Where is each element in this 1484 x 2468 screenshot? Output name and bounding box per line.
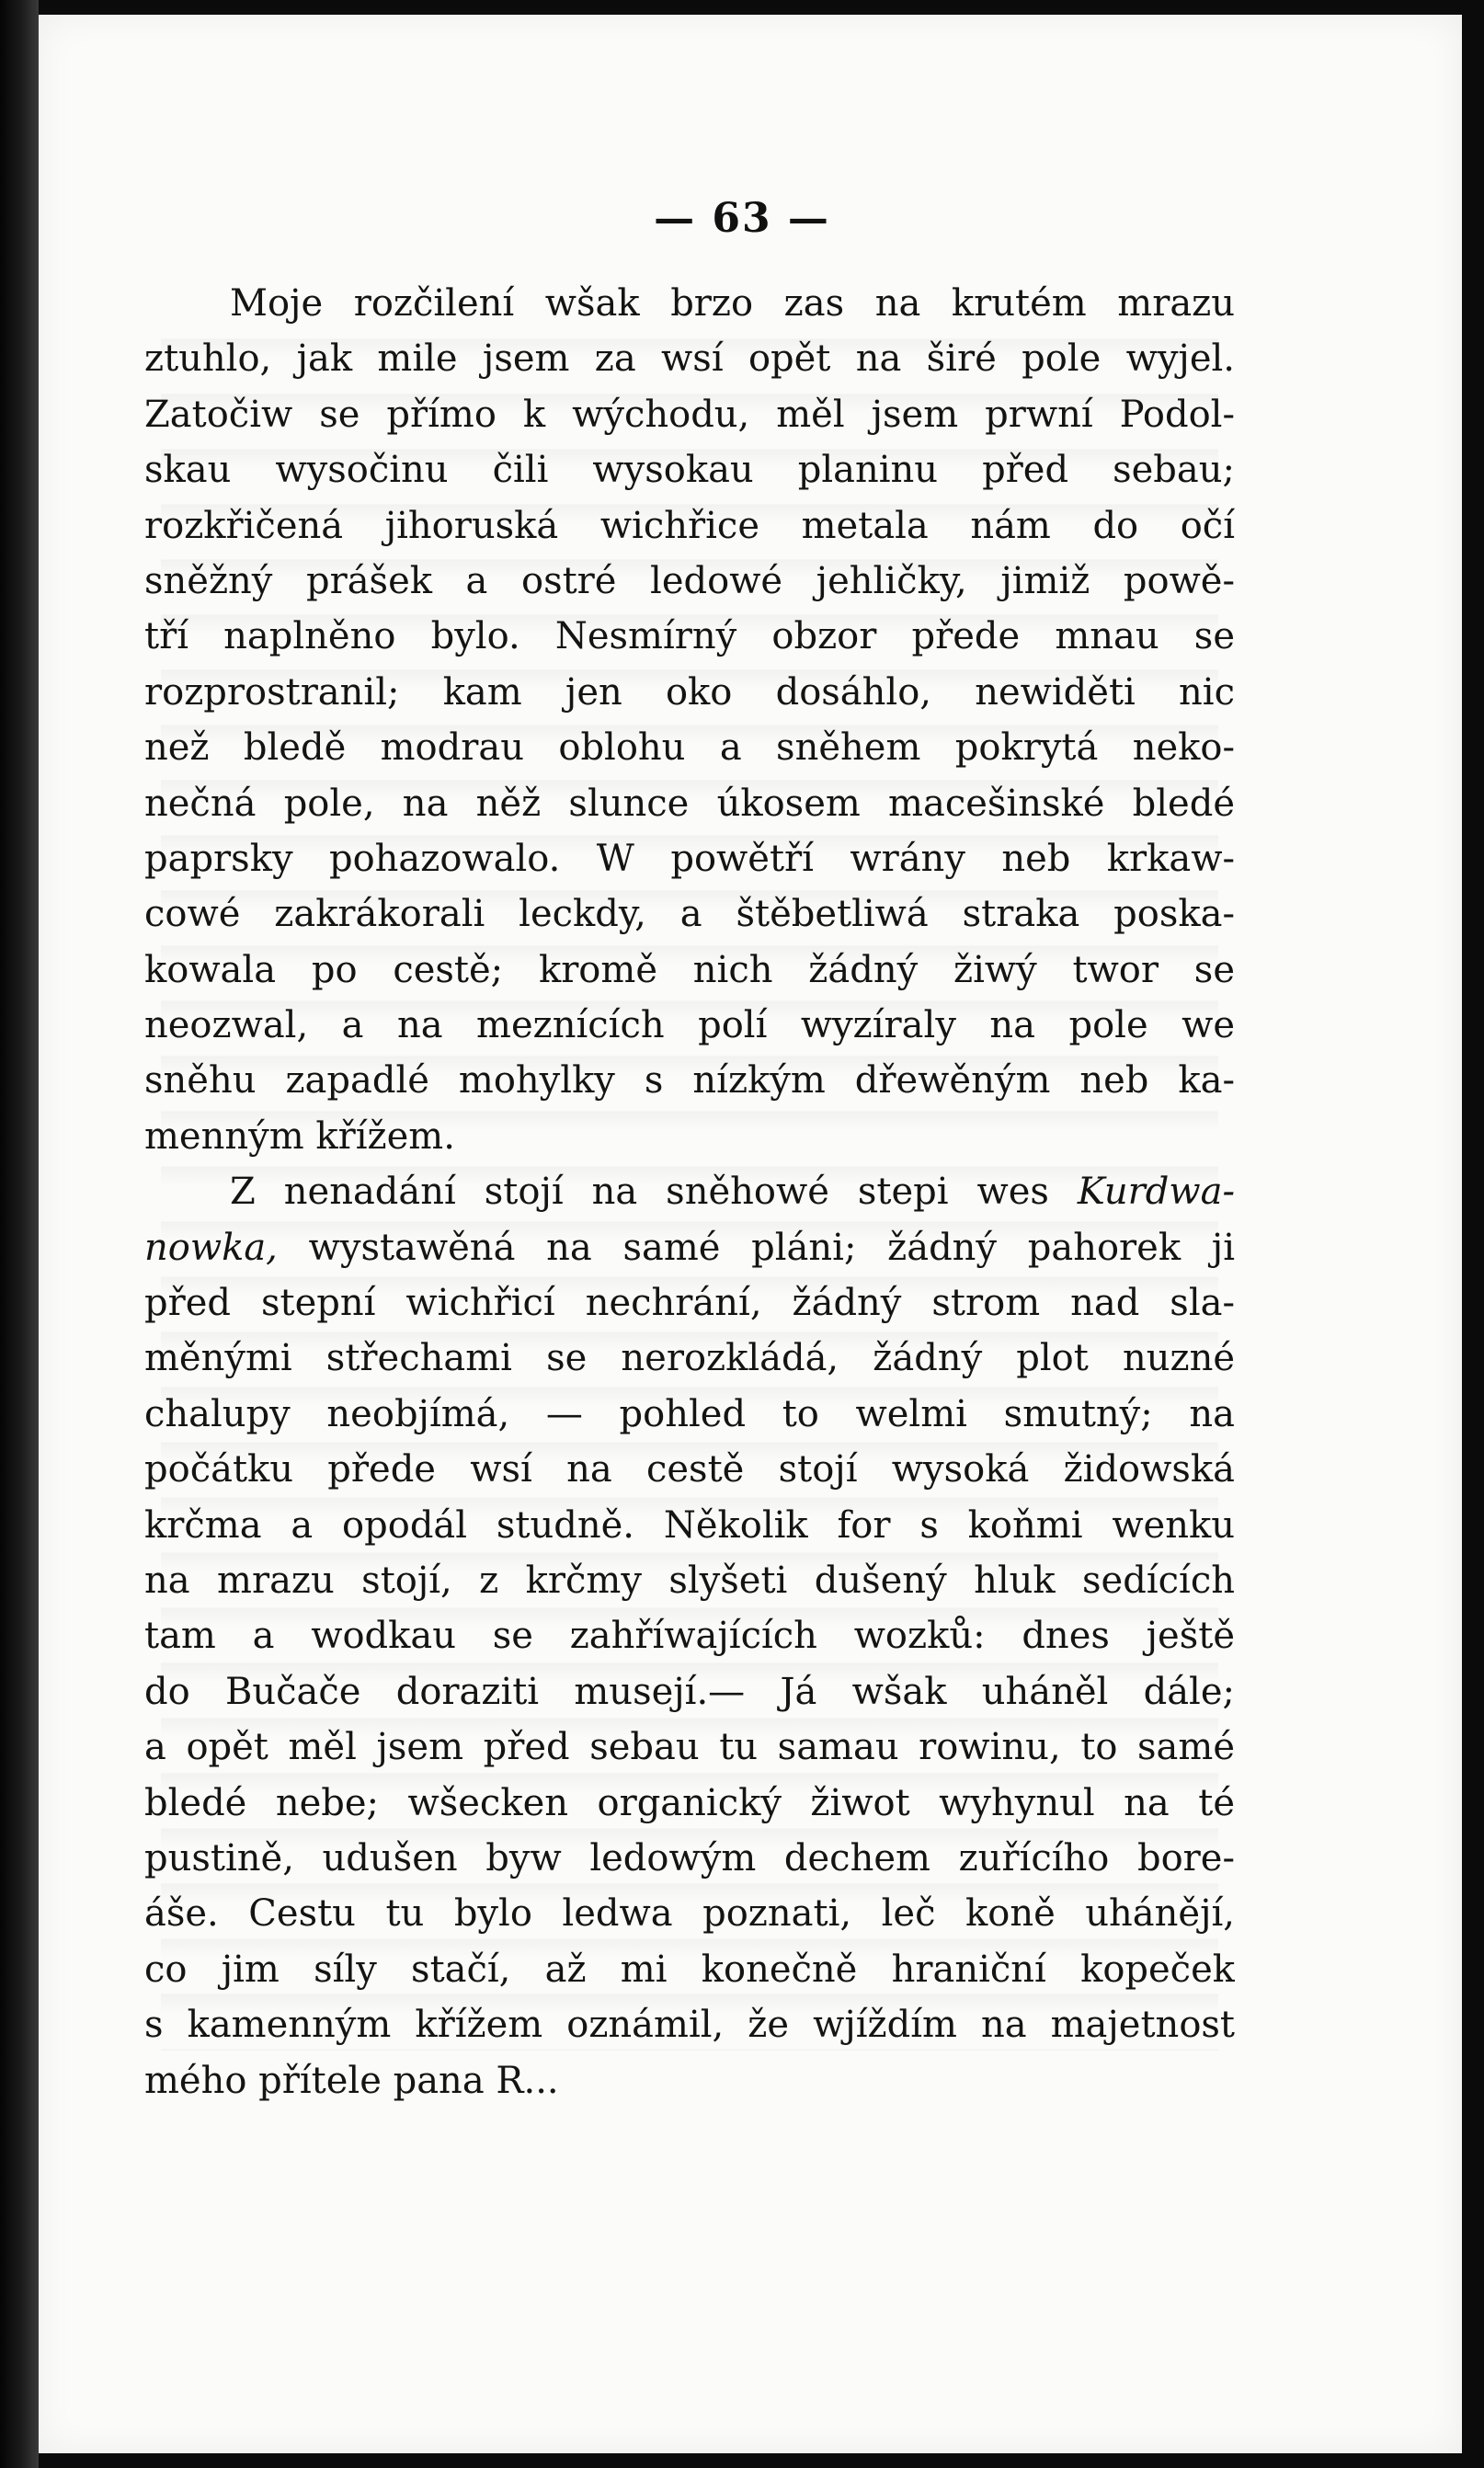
text-segment: Z nenadání stojí na sněhowé stepi wes <box>230 1171 1049 1214</box>
paragraph-2 <box>144 1164 1235 2108</box>
body-text <box>144 276 1235 2108</box>
text-line: sněhu zapadlé mohylky s nízkým dřewěným neb ka- <box>144 1059 1235 1103</box>
text-line: kowala po cestě; kromě nich žádný žiwý twor se <box>144 948 1235 991</box>
place-name-italic: Kurdwa- <box>1077 1171 1235 1214</box>
text-segment: wystawěná na samé pláni; žádný pahorek ji <box>308 1226 1235 1269</box>
text-line: nečná pole, na něž slunce úkosem macešinské bledé <box>144 782 1235 825</box>
text-line: cowé zakrákorali leckdy, a štěbetliwá straka poska- <box>144 893 1235 936</box>
text-line: Moje rozčilení wšak brzo zas na krutém mrazu <box>230 282 1235 325</box>
text-line: paprsky pohazowalo. W powětří wrány neb krkaw- <box>144 837 1235 880</box>
text-line: chalupy neobjímá, — pohled to welmi smutný; na <box>144 1392 1235 1435</box>
text-line <box>144 1220 1235 1275</box>
text-line: počátku přede wsí na cestě stojí wysoká židowská <box>144 1448 1235 1491</box>
text-line: Zatočiw se přímo k wýchodu, měl jsem prwní Podol- <box>144 393 1235 436</box>
text-line: tří naplněno bylo. Nesmírný obzor přede mnau se <box>144 615 1235 658</box>
text-line: ztuhlo, jak mile jsem za wsí opět na širé pole wyjel. <box>144 337 1235 381</box>
text-line: sněžný prášek a ostré ledowé jehličky, jimiž powě- <box>144 559 1235 602</box>
text-line: měnými střechami se nerozkládá, žádný plot nuzné <box>144 1337 1235 1380</box>
text-line: skau wysočinu čili wysokau planinu před sebau; <box>144 449 1235 492</box>
text-line: neozwal, a na meznících polí wyzíraly na pole we <box>144 1004 1235 1047</box>
page-number: — 63 — <box>654 195 830 242</box>
text-line: co jim síly stačí, až mi konečně hraniční kopeček <box>144 1948 1235 1991</box>
text-line: bledé nebe; wšecken organický žiwot wyhynul na té <box>144 1781 1235 1824</box>
place-name-italic: nowka, <box>144 1226 278 1269</box>
text-line: menným křížem. <box>144 1114 455 1158</box>
text-line: s kamenným křížem oznámil, že wjíždím na majetnost <box>144 2004 1235 2047</box>
text-line: pustině, udušen byw ledowým dechem zuřícího bore- <box>144 1836 1235 1880</box>
text-line: než bledě modrau oblohu a sněhem pokrytá neko- <box>144 726 1235 770</box>
text-line: do Bučače doraziti musejí.— Já wšak uháněl dále; <box>144 1670 1235 1713</box>
text-line: na mrazu stojí, z krčmy slyšeti dušený hluk sedících <box>144 1559 1235 1602</box>
text-line <box>144 1164 1235 1219</box>
text-line: a opět měl jsem před sebau tu samau rowinu, to samé <box>144 1726 1235 1769</box>
text-line: mého přítele pana R... <box>144 2059 559 2102</box>
text-line: rozkřičená jihoruská wichřice metala nám do očí <box>144 504 1235 547</box>
scan-left-edge <box>0 0 39 2468</box>
text-line: před stepní wichřicí nechrání, žádný strom nad sla- <box>144 1282 1235 1325</box>
paragraph-1 <box>144 276 1235 1164</box>
text-line: rozprostranil; kam jen oko dosáhlo, newiděti nic <box>144 670 1235 714</box>
text-line: tam a wodkau se zahříwajících wozků: dnes ještě <box>144 1615 1235 1658</box>
text-line: áše. Cestu tu bylo ledwa poznati, leč koně uhánějí, <box>144 1892 1235 1936</box>
text-line: krčma a opodál studně. Několik for s koňmi wenku <box>144 1503 1235 1547</box>
